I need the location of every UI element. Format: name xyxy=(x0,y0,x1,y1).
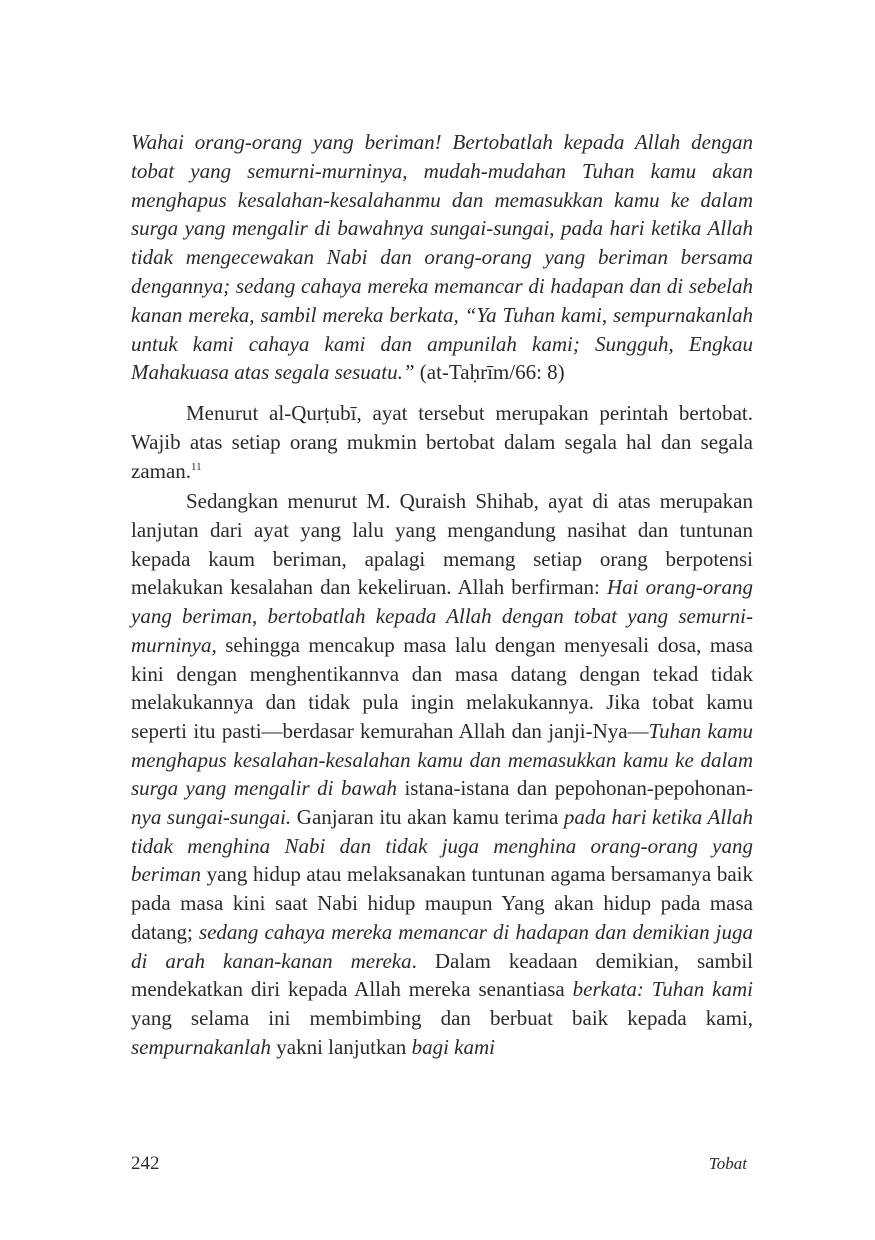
text-segment: sehingga mencakup masa lalu dengan menyesali dosa, masa kini dengan menghentikannva dan masa datang dengan tekad tidak melakukannya dan tidak pula ingin melakukannya. Jika tobat kamu seperti itu pasti—berdasar kemurahan Allah dan janji-Nya— xyxy=(131,632,753,743)
page-number: 242 xyxy=(131,1153,160,1174)
verse-citation: (at-Taḥrīm/66: 8) xyxy=(414,360,565,385)
quoted-verse-segment: sedang cahaya mereka memancar di hadapan dan demikian juga di arah kanan-kanan mereka xyxy=(131,919,754,973)
text-segment: Sedangkan menurut M. Quraish Shihab, ayat di atas merupakan lanjutan dari ayat yang lalu yang mengandung nasihat dan tuntunan kepada kaum beriman, apalagi memang setiap orang berpotensi melakukan kesalahan dan kekeliruan. Allah berfirman: xyxy=(131,489,753,600)
paragraph-text: Menurut al-Qurṭubī, ayat tersebut merupakan perintah bertobat. Wajib atas setiap orang mukmin bertobat dalam segala hal dan segala zaman. xyxy=(131,401,753,483)
quoted-verse-segment: Hai orang-orang yang beriman xyxy=(131,575,753,629)
text-segment: istana-istana dan pepohonan-pepohonan- xyxy=(396,776,753,801)
quoted-verse-segment: pada hari ketika Allah tidak menghina Nabi dan tidak juga menghina orang-orang yang beriman xyxy=(131,805,753,887)
footnote-marker: 11 xyxy=(191,460,202,473)
quoted-verse-segment: nya sungai-sungai. xyxy=(131,805,292,830)
quoted-verse-segment: Tuhan kamu menghapus kesalahan-kesalahan kamu dan memasukkan kamu ke dalam surga yang mengalir di bawah xyxy=(131,718,753,801)
verse-translation: Wahai orang-orang yang beriman! Bertobatlah kepada Allah dengan tobat yang semurni-murninya, mudah-mudahan Tuhan kamu akan menghapus kesalahan-kesalahanmu dan memasukkan kamu ke dalam surga yang mengalir di bawahnya sungai-sungai, pada hari ketika Allah tidak mengecewakan Nabi dan orang-orang yang beriman bersama dengannya; sedang cahaya mereka memancar di hadapan dan di sebelah kanan mereka, sambil mereka berkata, “Ya Tuhan kami, sempurnakanlah untuk kami cahaya kami dan ampunilah kami; Sungguh, Engkau Mahakuasa atas segala sesuatu.” xyxy=(131,130,753,385)
quoted-verse-segment: sempurnakanlah xyxy=(131,1034,271,1059)
quoted-verse-segment: berkata: Tuhan kami xyxy=(572,977,753,1002)
quran-translation-quote xyxy=(131,128,753,387)
chapter-title: Tobat xyxy=(708,1154,747,1173)
text-segment: yang hidup atau melaksanakan tuntunan agama bersamanya baik pada masa kini saat Nabi hidup maupun Yang akan hidup pada masa datang; xyxy=(131,862,753,944)
text-segment: , xyxy=(252,604,268,629)
text-segment: yakni lanjutkan xyxy=(271,1034,412,1059)
paragraph-quraish-shihab xyxy=(131,487,753,1061)
paragraph-qurtubi xyxy=(131,399,753,485)
quoted-verse-segment: bertobatlah kepada Allah dengan tobat yang semurni-murninya, xyxy=(131,604,753,657)
text-segment: . Dalam keadaan demikian, sambil mendekatkan diri kepada Allah mereka senantiasa xyxy=(131,948,753,1002)
quoted-verse-segment: bagi kami xyxy=(411,1034,495,1059)
text-segment: Ganjaran itu akan kamu terima xyxy=(291,805,564,830)
page-body xyxy=(131,128,753,1061)
text-segment: yang selama ini membimbing dan berbuat baik kepada kami, xyxy=(131,1005,753,1030)
